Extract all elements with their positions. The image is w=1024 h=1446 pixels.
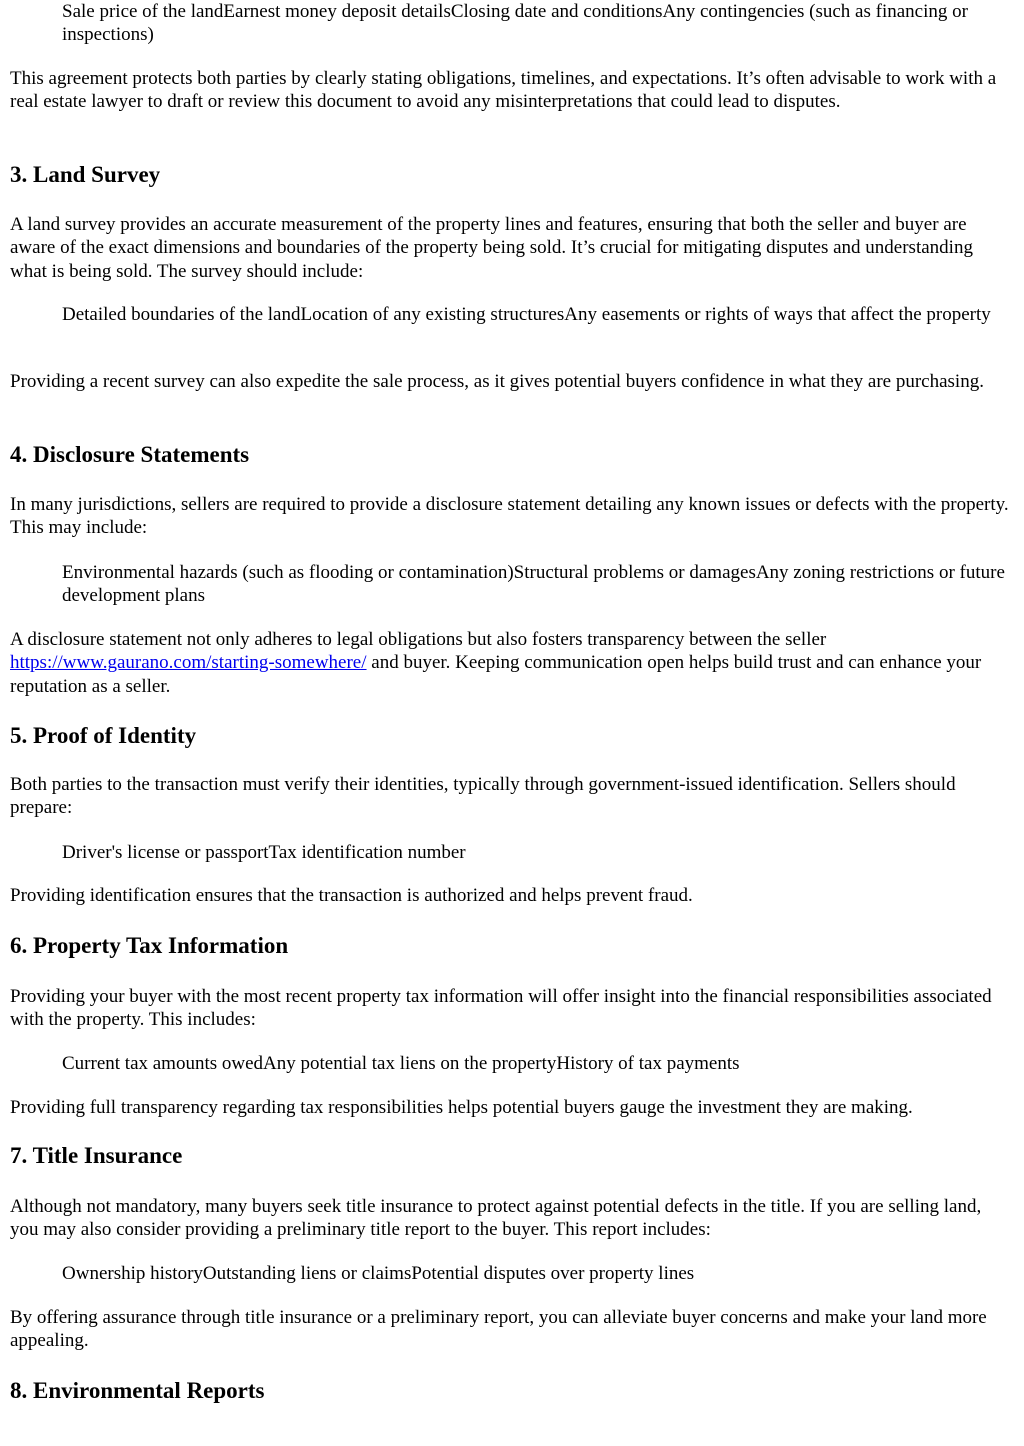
property-tax-list: Current tax amounts owedAny potential tax liens on the propertyHistory of tax payments [62,1053,740,1074]
land-survey-list: Detailed boundaries of the landLocation of any existing structuresAny easements or rights of ways that affect the property [62,304,991,325]
property-tax-closing: Providing full transparency regarding tax responsibilities helps potential buyers gauge the investment they are making. [10,1097,913,1118]
disclosure-closing-text-start: A disclosure statement not only adheres to legal obligations but also fosters transparency between the seller [10,629,827,650]
contract-terms-list: Sale price of the landEarnest money deposit detailsClosing date and conditionsAny contingencies (such as financing or inspections) [62,1,968,46]
identity-closing: Providing identification ensures that the transaction is authorized and helps prevent fraud. [10,885,693,906]
identity-intro: Both parties to the transaction must verify their identities, typically through government-issued identification. Sellers should prepare: [10,774,956,819]
agreement-paragraph: This agreement protects both parties by clearly stating obligations, timelines, and expectations. It’s often advisable to work with a real estate lawyer to draft or review this document to avoid any misinterpretations that could lead to disputes. [10,68,997,113]
section-heading-disclosure-statements: 4. Disclosure Statements [10,442,250,467]
title-insurance-closing: By offering assurance through title insurance or a preliminary report, you can alleviate buyer concerns and make your land more appealing. [10,1307,987,1352]
disclosure-closing [10,628,1014,698]
section-heading-property-tax: 6. Property Tax Information [10,933,289,958]
disclosure-intro: In many jurisdictions, sellers are required to provide a disclosure statement detailing any known issues or defects with the property. This may include: [10,494,1009,539]
disclosure-closing-text-end: and buyer. Keeping communication open helps build trust and can enhance your reputation as a seller. [10,652,982,697]
gaurano-link[interactable]: https://www.gaurano.com/starting-somewhere/ [10,652,367,674]
section-heading-proof-of-identity: 5. Proof of Identity [10,723,197,748]
section-heading-title-insurance: 7. Title Insurance [10,1143,183,1168]
section-heading-environmental-reports: 8. Environmental Reports [10,1378,265,1403]
disclosure-list: Environmental hazards (such as flooding or contamination)Structural problems or damagesAny zoning restrictions or future development plans [62,562,1005,607]
land-survey-closing: Providing a recent survey can also expedite the sale process, as it gives potential buyers confidence in what they are purchasing. [10,371,984,392]
title-insurance-intro: Although not mandatory, many buyers seek title insurance to protect against potential defects in the title. If you are selling land, you may also consider providing a preliminary title report to the buyer. This report includes: [10,1196,982,1241]
land-survey-intro: A land survey provides an accurate measurement of the property lines and features, ensuring that both the seller and buyer are aware of the exact dimensions and boundaries of the property being sold. It’s crucial for mitigating disputes and understanding what is being sold. The survey should include: [10,214,973,282]
section-heading-land-survey: 3. Land Survey [10,162,161,187]
title-insurance-list: Ownership historyOutstanding liens or claimsPotential disputes over property lines [62,1263,695,1284]
identity-list: Driver's license or passportTax identification number [62,842,466,863]
property-tax-intro: Providing your buyer with the most recent property tax information will offer insight into the financial responsibilities associated with the property. This includes: [10,986,992,1031]
